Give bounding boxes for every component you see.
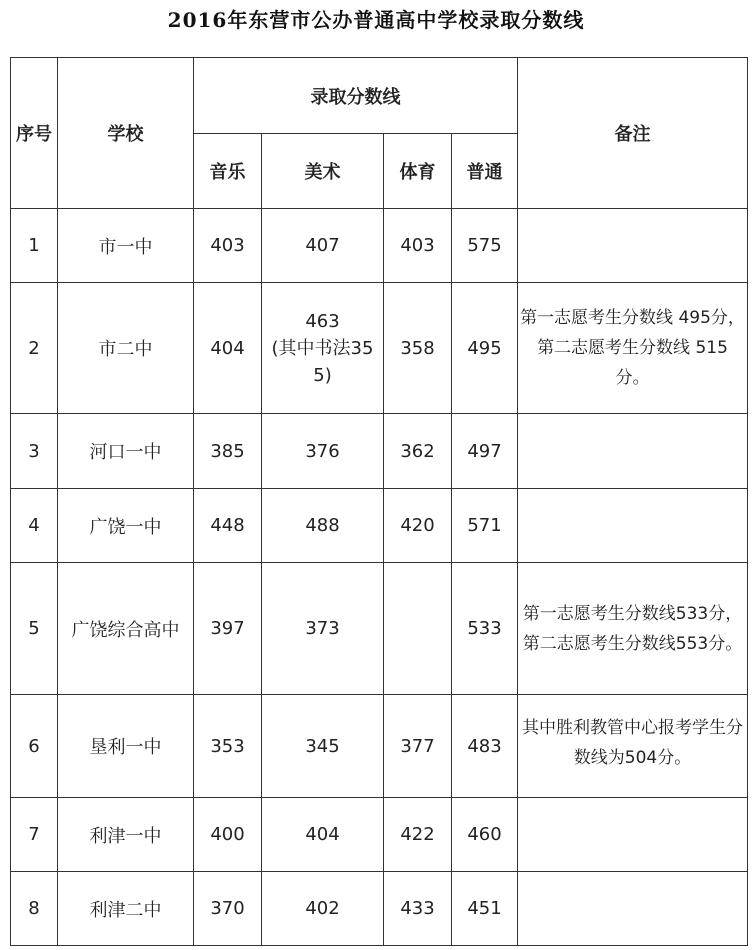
seq-cell: 8 [11, 872, 58, 946]
general-cell: 483 [452, 695, 518, 798]
header-score-group: 录取分数线 [194, 58, 518, 134]
seq-cell: 4 [11, 489, 58, 563]
art-cell: 402 [262, 872, 384, 946]
school-cell: 广饶一中 [58, 489, 194, 563]
music-cell: 353 [194, 695, 262, 798]
score-table [10, 57, 748, 946]
table-row [11, 695, 748, 798]
note-cell [518, 489, 748, 563]
art-note-line: 5) [313, 364, 332, 386]
school-cell: 垦利一中 [58, 695, 194, 798]
note-cell [518, 209, 748, 283]
music-cell: 403 [194, 209, 262, 283]
seq-cell: 5 [11, 563, 58, 695]
pe-cell [384, 563, 452, 695]
art-cell: 404 [262, 798, 384, 872]
music-cell: 370 [194, 872, 262, 946]
music-cell: 397 [194, 563, 262, 695]
header-pe: 体育 [384, 134, 452, 209]
art-cell: 488 [262, 489, 384, 563]
school-cell: 广饶综合高中 [58, 563, 194, 695]
header-row-1 [11, 58, 748, 134]
pe-cell: 433 [384, 872, 452, 946]
pe-cell: 377 [384, 695, 452, 798]
school-cell: 市二中 [58, 283, 194, 414]
table-row [11, 563, 748, 695]
pe-cell: 362 [384, 414, 452, 489]
general-cell: 451 [452, 872, 518, 946]
table-row [11, 798, 748, 872]
general-cell: 495 [452, 283, 518, 414]
school-cell: 利津一中 [58, 798, 194, 872]
school-cell: 市一中 [58, 209, 194, 283]
note-cell [518, 414, 748, 489]
school-cell: 利津二中 [58, 872, 194, 946]
note-cell [518, 798, 748, 872]
art-cell: 376 [262, 414, 384, 489]
art-cell: 345 [262, 695, 384, 798]
note-cell [518, 872, 748, 946]
seq-cell: 7 [11, 798, 58, 872]
general-cell: 575 [452, 209, 518, 283]
note-cell: 第一志愿考生分数线533分，第二志愿考生分数线553分。 [518, 563, 748, 695]
header-music: 音乐 [194, 134, 262, 209]
pe-cell: 420 [384, 489, 452, 563]
note-cell: 第一志愿考生分数线 495分，第二志愿考生分数线 515 分。 [518, 283, 748, 414]
general-cell: 571 [452, 489, 518, 563]
art-score: 463 [305, 310, 340, 332]
music-cell: 400 [194, 798, 262, 872]
table-row [11, 489, 748, 563]
art-cell: 373 [262, 563, 384, 695]
table-row [11, 414, 748, 489]
seq-cell: 6 [11, 695, 58, 798]
school-cell: 河口一中 [58, 414, 194, 489]
music-cell: 385 [194, 414, 262, 489]
seq-cell: 2 [11, 283, 58, 414]
seq-cell: 3 [11, 414, 58, 489]
art-cell [262, 283, 384, 414]
general-cell: 460 [452, 798, 518, 872]
pe-cell: 403 [384, 209, 452, 283]
seq-cell: 1 [11, 209, 58, 283]
table-row [11, 209, 748, 283]
music-cell: 404 [194, 283, 262, 414]
pe-cell: 422 [384, 798, 452, 872]
header-seq: 序号 [11, 58, 58, 209]
art-cell: 407 [262, 209, 384, 283]
art-note-line: (其中书法35 [271, 337, 374, 359]
header-remarks: 备注 [518, 58, 748, 209]
header-general: 普通 [452, 134, 518, 209]
note-cell: 其中胜利教管中心报考学生分数线为504分。 [518, 695, 748, 798]
pe-cell: 358 [384, 283, 452, 414]
general-cell: 533 [452, 563, 518, 695]
header-art: 美术 [262, 134, 384, 209]
page-title: 2016年东营市公办普通高中学校录取分数线 [167, 8, 585, 32]
general-cell: 497 [452, 414, 518, 489]
table-row [11, 283, 748, 414]
table-row [11, 872, 748, 946]
music-cell: 448 [194, 489, 262, 563]
header-school: 学校 [58, 58, 194, 209]
